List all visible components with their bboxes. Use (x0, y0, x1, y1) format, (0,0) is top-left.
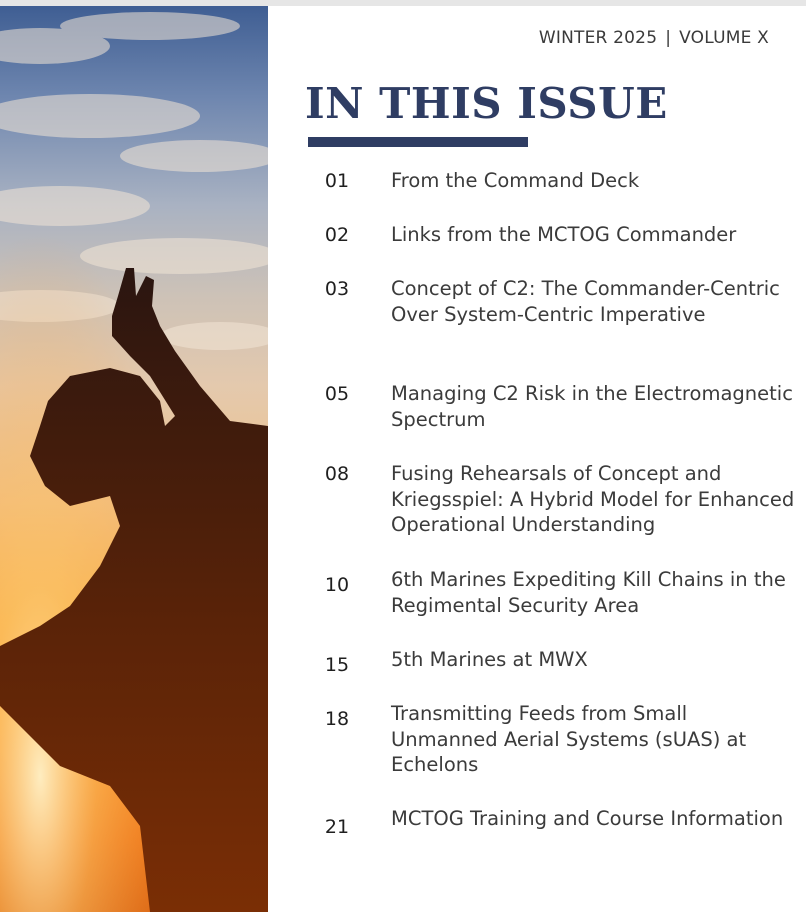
issue-season: WINTER 2025 (538, 28, 658, 48)
toc-article-title: MCTOG Training and Course Information (391, 807, 784, 830)
toc-page-number: 10 (324, 574, 350, 596)
issue-separator: | (665, 28, 672, 48)
toc-article-title: Links from the MCTOG Commander (391, 223, 737, 246)
toc-article-title: Managing C2 Risk in the Electromagnetic Spectrum (391, 382, 793, 431)
toc-page-number: 02 (324, 224, 350, 246)
toc-article-title: 6th Marines Expediting Kill Chains in the Regimental Security Area (391, 568, 786, 617)
issue-volume: VOLUME X (679, 28, 769, 48)
toc-page-number: 21 (324, 816, 350, 838)
toc-article-title: Fusing Rehearsals of Concept and Kriegsspiel: A Hybrid Model for Enhanced Operational Understanding (391, 462, 795, 536)
toc-page-number: 15 (324, 654, 350, 676)
toc-article-title: 5th Marines at MWX (391, 648, 588, 671)
toc-article-title: From the Command Deck (391, 169, 640, 192)
toc-page-number: 18 (324, 708, 350, 730)
toc-article-title: Concept of C2: The Commander-Centric Over System-Centric Imperative (391, 277, 780, 326)
section-heading: IN THIS ISSUE (305, 79, 668, 128)
toc-page-number: 05 (324, 383, 350, 405)
toc-page-number: 08 (324, 463, 350, 485)
toc-page-number: 01 (324, 170, 350, 192)
toc-page-number: 03 (324, 278, 350, 300)
toc-article-title: Transmitting Feeds from Small Unmanned Aerial Systems (sUAS) at Echelons (391, 702, 747, 776)
